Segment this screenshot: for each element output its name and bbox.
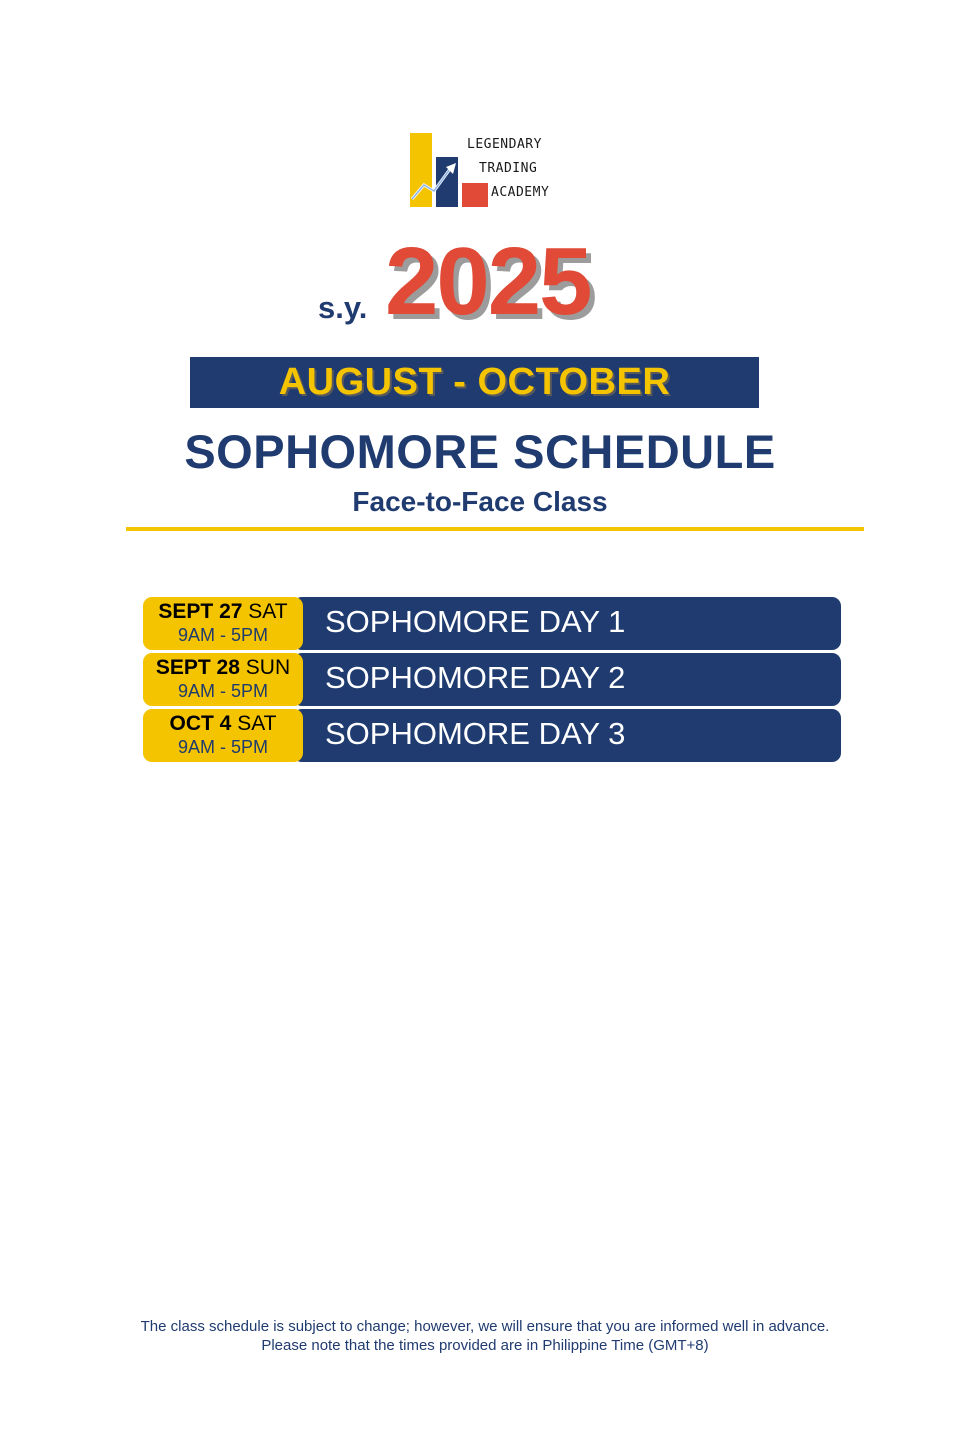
schedule-row <box>143 597 841 650</box>
time-label: 9AM - 5PM <box>177 737 269 757</box>
weekday-label: SUN <box>245 656 291 679</box>
weekday-label: SAT <box>248 600 288 623</box>
disclaimer-note: The class schedule is subject to change; however, we will ensure that you are informed well in advance. Please note that the times provided are in Philippine Time (GMT+8) <box>140 1318 830 1354</box>
academy-logo <box>410 133 550 207</box>
date-badge <box>143 709 303 762</box>
date-label: OCT 4 <box>169 712 232 735</box>
months-banner <box>190 357 759 408</box>
rising-chart-icon <box>410 133 466 207</box>
date-label: SEPT 27 <box>158 600 243 623</box>
weekday-label: SAT <box>237 712 277 735</box>
school-year: 2025 <box>385 228 591 335</box>
school-year-label: s.y. <box>318 290 368 325</box>
months-label: AUGUST - OCTOBER <box>278 361 671 403</box>
red-block-icon <box>462 183 492 207</box>
date-badge <box>143 653 303 706</box>
page-subtitle: Face-to-Face Class <box>352 486 608 517</box>
page-title: SOPHOMORE SCHEDULE <box>184 425 776 478</box>
time-label: 9AM - 5PM <box>177 625 269 645</box>
schedule-row <box>143 653 841 706</box>
schedule-row <box>143 709 841 762</box>
session-bar <box>293 597 841 650</box>
logo-line-3: ACADEMY <box>491 185 550 200</box>
session-bar <box>293 653 841 706</box>
session-label: SOPHOMORE DAY 2 <box>325 660 626 695</box>
date-badge <box>143 597 303 650</box>
logo-line-2: TRADING <box>479 161 538 176</box>
time-label: 9AM - 5PM <box>177 681 269 701</box>
session-label: SOPHOMORE DAY 3 <box>325 716 626 751</box>
divider <box>126 527 864 531</box>
logo-line-1: LEGENDARY <box>467 137 542 152</box>
session-label: SOPHOMORE DAY 1 <box>325 604 626 639</box>
date-label: SEPT 28 <box>155 656 240 679</box>
session-bar <box>293 709 841 762</box>
